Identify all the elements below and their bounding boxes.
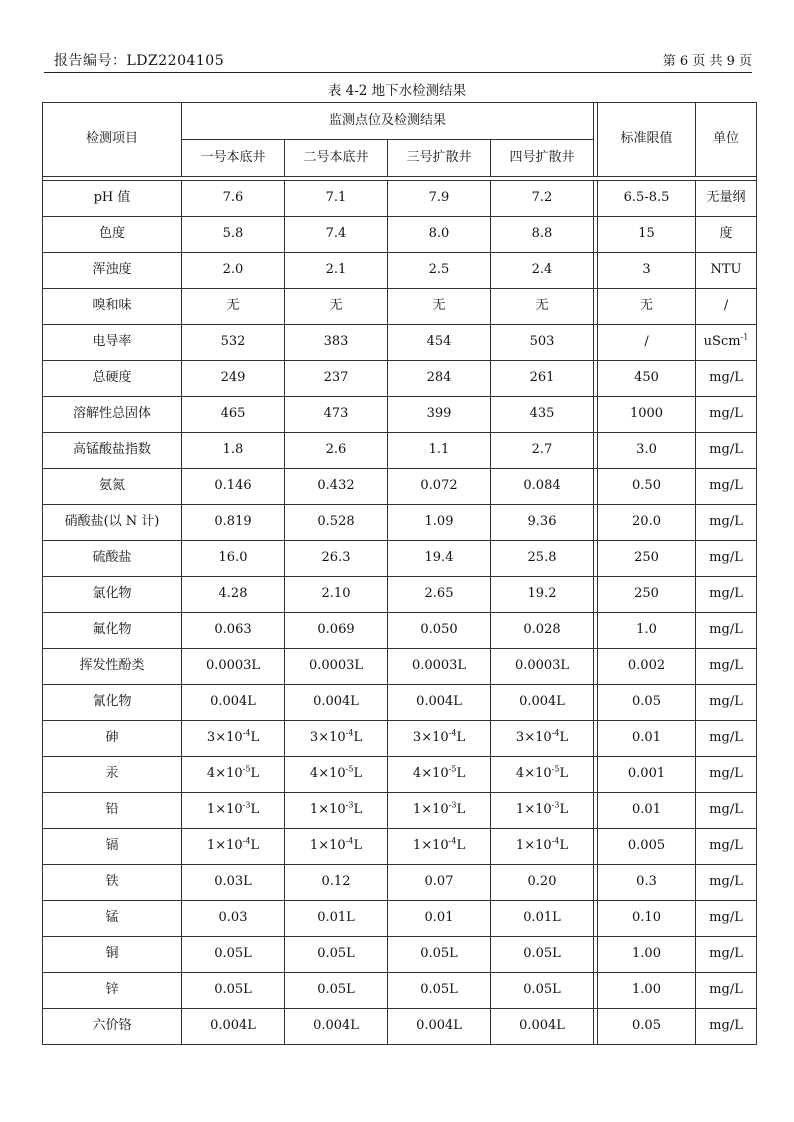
standard-cell: 0.005 xyxy=(598,829,696,865)
value-cell-3: 0.050 xyxy=(388,613,491,649)
value-exponent: -4 xyxy=(448,729,457,739)
value-cell-2: 0.069 xyxy=(285,613,388,649)
value-cell-3: 454 xyxy=(388,325,491,361)
item-cell: 浑浊度 xyxy=(43,253,182,289)
standard-cell: 15 xyxy=(598,217,696,253)
table-row xyxy=(43,577,757,613)
table-row xyxy=(43,325,757,361)
table-row xyxy=(43,541,757,577)
unit-cell xyxy=(696,685,757,721)
value-exponent: -4 xyxy=(345,729,354,739)
value-base: 4×10 xyxy=(515,766,552,782)
unit-cell xyxy=(696,721,757,757)
value-cell-4: 503 xyxy=(491,325,594,361)
value-cell-1: 0.0003L xyxy=(182,649,285,685)
value-cell-1: 7.6 xyxy=(182,181,285,217)
value-cell-4 xyxy=(491,829,594,865)
value-suffix: L xyxy=(559,730,569,746)
page-header xyxy=(44,48,752,70)
value-cell-4: 261 xyxy=(491,361,594,397)
value-cell-1 xyxy=(182,721,285,757)
value-suffix: L xyxy=(250,802,260,818)
header-unit: 单位 xyxy=(696,103,757,177)
standard-cell: 0.01 xyxy=(598,721,696,757)
item-cell: 锰 xyxy=(43,901,182,937)
value-cell-3: 2.5 xyxy=(388,253,491,289)
value-cell-4: 25.8 xyxy=(491,541,594,577)
page-info: 第 6 页 共 9 页 xyxy=(662,54,752,69)
value-base: 1×10 xyxy=(515,838,552,854)
table-row xyxy=(43,217,757,253)
value-suffix: L xyxy=(456,730,466,746)
unit-cell xyxy=(696,577,757,613)
value-exponent: -3 xyxy=(242,801,251,811)
unit-cell xyxy=(696,433,757,469)
table-row xyxy=(43,793,757,829)
value-cell-2: 2.6 xyxy=(285,433,388,469)
item-cell: 汞 xyxy=(43,757,182,793)
value-base: 1×10 xyxy=(206,802,243,818)
value-exponent: -4 xyxy=(551,837,560,847)
unit-text: mg/L xyxy=(709,586,743,602)
value-cell-4: 435 xyxy=(491,397,594,433)
table-row xyxy=(43,757,757,793)
value-cell-4: 19.2 xyxy=(491,577,594,613)
value-cell-2: 473 xyxy=(285,397,388,433)
value-cell-2: 2.10 xyxy=(285,577,388,613)
value-cell-3: 0.01 xyxy=(388,901,491,937)
value-cell-3 xyxy=(388,757,491,793)
value-base: 1×10 xyxy=(412,802,449,818)
unit-cell xyxy=(696,469,757,505)
value-suffix: L xyxy=(456,802,466,818)
table-row xyxy=(43,829,757,865)
header-item: 检测项目 xyxy=(43,103,182,177)
standard-cell: 250 xyxy=(598,577,696,613)
value-cell-1: 0.03L xyxy=(182,865,285,901)
value-cell-1: 249 xyxy=(182,361,285,397)
unit-cell xyxy=(696,397,757,433)
value-cell-3: 无 xyxy=(388,289,491,325)
value-exponent: -4 xyxy=(448,837,457,847)
standard-cell: 3 xyxy=(598,253,696,289)
standard-cell: 20.0 xyxy=(598,505,696,541)
value-cell-2: 0.528 xyxy=(285,505,388,541)
value-cell-1: 1.8 xyxy=(182,433,285,469)
value-suffix: L xyxy=(353,802,363,818)
header-site-4: 四号扩散井 xyxy=(491,140,594,177)
unit-text: mg/L xyxy=(709,694,743,710)
value-suffix: L xyxy=(559,802,569,818)
item-cell: 铁 xyxy=(43,865,182,901)
value-cell-2: 237 xyxy=(285,361,388,397)
unit-cell xyxy=(696,325,757,361)
unit-text: 度 xyxy=(719,226,733,242)
value-exponent: -5 xyxy=(345,765,354,775)
standard-cell: 6.5-8.5 xyxy=(598,181,696,217)
value-base: 1×10 xyxy=(412,838,449,854)
value-cell-1: 0.004L xyxy=(182,1009,285,1045)
value-cell-3: 284 xyxy=(388,361,491,397)
unit-text: mg/L xyxy=(709,406,743,422)
standard-cell: 0.3 xyxy=(598,865,696,901)
value-suffix: L xyxy=(250,730,260,746)
table-row xyxy=(43,1009,757,1045)
standard-cell: 250 xyxy=(598,541,696,577)
value-suffix: L xyxy=(456,838,466,854)
value-cell-2: 7.4 xyxy=(285,217,388,253)
value-cell-3: 2.65 xyxy=(388,577,491,613)
standard-cell: 0.001 xyxy=(598,757,696,793)
unit-cell xyxy=(696,757,757,793)
header-row-1 xyxy=(43,103,757,140)
value-cell-4: 0.084 xyxy=(491,469,594,505)
value-cell-1: 532 xyxy=(182,325,285,361)
value-exponent: -4 xyxy=(551,729,560,739)
standard-cell: 0.50 xyxy=(598,469,696,505)
item-cell: 挥发性酚类 xyxy=(43,649,182,685)
value-cell-1: 465 xyxy=(182,397,285,433)
value-cell-1: 0.05L xyxy=(182,973,285,1009)
value-base: 1×10 xyxy=(309,838,346,854)
table-row xyxy=(43,613,757,649)
standard-cell: 1.0 xyxy=(598,613,696,649)
value-suffix: L xyxy=(456,766,466,782)
unit-cell xyxy=(696,973,757,1009)
header-divider xyxy=(44,72,752,73)
value-cell-2: 0.05L xyxy=(285,937,388,973)
value-cell-3: 8.0 xyxy=(388,217,491,253)
standard-cell: 3.0 xyxy=(598,433,696,469)
value-cell-2: 0.004L xyxy=(285,685,388,721)
value-cell-1: 0.05L xyxy=(182,937,285,973)
item-cell: 电导率 xyxy=(43,325,182,361)
standard-cell: 1000 xyxy=(598,397,696,433)
report-number: 报告编号：LDZ2204105 xyxy=(54,53,225,69)
value-suffix: L xyxy=(353,838,363,854)
value-cell-2: 0.004L xyxy=(285,1009,388,1045)
value-cell-2 xyxy=(285,829,388,865)
unit-cell xyxy=(696,793,757,829)
unit-cell xyxy=(696,361,757,397)
value-exponent: -4 xyxy=(345,837,354,847)
value-cell-3: 0.072 xyxy=(388,469,491,505)
value-cell-2: 0.01L xyxy=(285,901,388,937)
value-cell-1 xyxy=(182,757,285,793)
unit-text: / xyxy=(723,298,729,314)
table-row xyxy=(43,649,757,685)
standard-cell: 1.00 xyxy=(598,973,696,1009)
value-cell-4: 无 xyxy=(491,289,594,325)
value-cell-2: 0.05L xyxy=(285,973,388,1009)
value-cell-3: 0.07 xyxy=(388,865,491,901)
unit-cell xyxy=(696,181,757,217)
value-cell-4 xyxy=(491,757,594,793)
value-cell-2 xyxy=(285,721,388,757)
unit-text: mg/L xyxy=(709,442,743,458)
value-cell-3: 7.9 xyxy=(388,181,491,217)
table-row xyxy=(43,973,757,1009)
value-cell-4: 2.7 xyxy=(491,433,594,469)
header-standard: 标准限值 xyxy=(598,103,696,177)
unit-text: mg/L xyxy=(709,982,743,998)
table-row xyxy=(43,937,757,973)
item-cell: 高锰酸盐指数 xyxy=(43,433,182,469)
value-cell-3 xyxy=(388,793,491,829)
value-exponent: -3 xyxy=(448,801,457,811)
value-suffix: L xyxy=(250,838,260,854)
value-cell-4: 8.8 xyxy=(491,217,594,253)
table-row xyxy=(43,901,757,937)
value-base: 3×10 xyxy=(515,730,552,746)
table-row xyxy=(43,397,757,433)
value-exponent: -5 xyxy=(448,765,457,775)
unit-cell xyxy=(696,649,757,685)
unit-cell xyxy=(696,613,757,649)
unit-text: mg/L xyxy=(709,658,743,674)
value-cell-1: 5.8 xyxy=(182,217,285,253)
value-cell-4: 0.20 xyxy=(491,865,594,901)
standard-cell: 0.01 xyxy=(598,793,696,829)
value-suffix: L xyxy=(353,730,363,746)
value-cell-4: 0.05L xyxy=(491,937,594,973)
value-cell-3: 0.004L xyxy=(388,1009,491,1045)
value-exponent: -5 xyxy=(551,765,560,775)
value-cell-2: 2.1 xyxy=(285,253,388,289)
value-base: 4×10 xyxy=(309,766,346,782)
item-cell: 六价铬 xyxy=(43,1009,182,1045)
unit-text: mg/L xyxy=(709,838,743,854)
value-suffix: L xyxy=(353,766,363,782)
unit-text: mg/L xyxy=(709,550,743,566)
value-cell-3 xyxy=(388,829,491,865)
item-cell: 硝酸盐(以 N 计) xyxy=(43,505,182,541)
value-cell-3: 399 xyxy=(388,397,491,433)
unit-text: mg/L xyxy=(709,370,743,386)
item-cell: 氯化物 xyxy=(43,577,182,613)
value-cell-3: 0.05L xyxy=(388,973,491,1009)
value-cell-1: 16.0 xyxy=(182,541,285,577)
value-cell-1 xyxy=(182,829,285,865)
unit-cell xyxy=(696,253,757,289)
item-cell: 铜 xyxy=(43,937,182,973)
unit-cell xyxy=(696,289,757,325)
unit-cell xyxy=(696,865,757,901)
value-cell-2 xyxy=(285,793,388,829)
unit-text: mg/L xyxy=(709,1018,743,1034)
item-cell: 嗅和味 xyxy=(43,289,182,325)
unit-exponent: -1 xyxy=(740,333,749,343)
value-cell-2: 0.432 xyxy=(285,469,388,505)
value-exponent: -4 xyxy=(242,837,251,847)
item-cell: 氰化物 xyxy=(43,685,182,721)
item-cell: 总硬度 xyxy=(43,361,182,397)
table-row xyxy=(43,505,757,541)
standard-cell: / xyxy=(598,325,696,361)
item-cell: 硫酸盐 xyxy=(43,541,182,577)
value-cell-4 xyxy=(491,793,594,829)
unit-cell xyxy=(696,541,757,577)
value-cell-1: 2.0 xyxy=(182,253,285,289)
item-cell: 铅 xyxy=(43,793,182,829)
value-cell-3: 1.09 xyxy=(388,505,491,541)
value-cell-2: 无 xyxy=(285,289,388,325)
unit-text: NTU xyxy=(710,262,742,278)
value-base: 4×10 xyxy=(206,766,243,782)
value-base: 3×10 xyxy=(412,730,449,746)
standard-cell: 0.05 xyxy=(598,1009,696,1045)
value-exponent: -5 xyxy=(242,765,251,775)
value-cell-4: 7.2 xyxy=(491,181,594,217)
unit-cell xyxy=(696,901,757,937)
value-cell-1: 0.03 xyxy=(182,901,285,937)
standard-cell: 0.10 xyxy=(598,901,696,937)
value-exponent: -4 xyxy=(242,729,251,739)
value-cell-1: 0.819 xyxy=(182,505,285,541)
unit-cell xyxy=(696,829,757,865)
value-base: 3×10 xyxy=(309,730,346,746)
item-cell: 色度 xyxy=(43,217,182,253)
value-base: 1×10 xyxy=(309,802,346,818)
value-base: 3×10 xyxy=(206,730,243,746)
standard-cell: 450 xyxy=(598,361,696,397)
value-cell-4: 0.004L xyxy=(491,685,594,721)
table-row xyxy=(43,865,757,901)
value-cell-4: 0.0003L xyxy=(491,649,594,685)
unit-text: uScm xyxy=(703,334,741,350)
unit-text: mg/L xyxy=(709,802,743,818)
value-cell-4: 2.4 xyxy=(491,253,594,289)
value-cell-2 xyxy=(285,757,388,793)
header-site-1: 一号本底井 xyxy=(182,140,285,177)
value-cell-1: 无 xyxy=(182,289,285,325)
value-exponent: -3 xyxy=(551,801,560,811)
value-cell-4: 0.004L xyxy=(491,1009,594,1045)
unit-text: 无量纲 xyxy=(706,190,746,206)
unit-text: mg/L xyxy=(709,514,743,530)
unit-text: mg/L xyxy=(709,910,743,926)
value-cell-4: 9.36 xyxy=(491,505,594,541)
table-row xyxy=(43,469,757,505)
table-row xyxy=(43,433,757,469)
value-base: 4×10 xyxy=(412,766,449,782)
value-cell-1: 4.28 xyxy=(182,577,285,613)
value-cell-2: 0.12 xyxy=(285,865,388,901)
standard-cell: 无 xyxy=(598,289,696,325)
value-cell-4: 0.05L xyxy=(491,973,594,1009)
value-cell-4: 0.028 xyxy=(491,613,594,649)
item-cell: pH 值 xyxy=(43,181,182,217)
item-cell: 镉 xyxy=(43,829,182,865)
table-caption: 表 4-2 地下水检测结果 xyxy=(327,83,467,99)
value-cell-3: 0.0003L xyxy=(388,649,491,685)
table-row xyxy=(43,361,757,397)
value-cell-4: 0.01L xyxy=(491,901,594,937)
value-cell-2: 7.1 xyxy=(285,181,388,217)
value-cell-3: 0.004L xyxy=(388,685,491,721)
unit-cell xyxy=(696,505,757,541)
value-cell-2: 26.3 xyxy=(285,541,388,577)
value-cell-3: 19.4 xyxy=(388,541,491,577)
value-cell-1: 0.146 xyxy=(182,469,285,505)
value-cell-4 xyxy=(491,721,594,757)
table-row xyxy=(43,721,757,757)
header-group: 监测点位及检测结果 xyxy=(182,103,594,140)
value-suffix: L xyxy=(250,766,260,782)
unit-text: mg/L xyxy=(709,766,743,782)
unit-text: mg/L xyxy=(709,874,743,890)
standard-cell: 0.05 xyxy=(598,685,696,721)
item-cell: 氨氮 xyxy=(43,469,182,505)
header-site-3: 三号扩散井 xyxy=(388,140,491,177)
item-cell: 氟化物 xyxy=(43,613,182,649)
value-cell-3: 0.05L xyxy=(388,937,491,973)
value-exponent: -3 xyxy=(345,801,354,811)
value-cell-1 xyxy=(182,793,285,829)
item-cell: 锌 xyxy=(43,973,182,1009)
standard-cell: 1.00 xyxy=(598,937,696,973)
table-row xyxy=(43,253,757,289)
groundwater-results-table xyxy=(42,102,757,1045)
value-cell-1: 0.063 xyxy=(182,613,285,649)
item-cell: 砷 xyxy=(43,721,182,757)
unit-cell xyxy=(696,937,757,973)
value-cell-2: 383 xyxy=(285,325,388,361)
unit-cell xyxy=(696,217,757,253)
value-cell-3: 1.1 xyxy=(388,433,491,469)
value-base: 1×10 xyxy=(206,838,243,854)
value-cell-1: 0.004L xyxy=(182,685,285,721)
item-cell: 溶解性总固体 xyxy=(43,397,182,433)
table-row xyxy=(43,289,757,325)
value-cell-2: 0.0003L xyxy=(285,649,388,685)
value-suffix: L xyxy=(559,838,569,854)
value-suffix: L xyxy=(559,766,569,782)
unit-text: mg/L xyxy=(709,478,743,494)
unit-text: mg/L xyxy=(709,730,743,746)
value-cell-3 xyxy=(388,721,491,757)
table-row xyxy=(43,685,757,721)
header-site-2: 二号本底井 xyxy=(285,140,388,177)
unit-text: mg/L xyxy=(709,946,743,962)
unit-text: mg/L xyxy=(709,622,743,638)
unit-cell xyxy=(696,1009,757,1045)
value-base: 1×10 xyxy=(515,802,552,818)
table-row xyxy=(43,181,757,217)
standard-cell: 0.002 xyxy=(598,649,696,685)
